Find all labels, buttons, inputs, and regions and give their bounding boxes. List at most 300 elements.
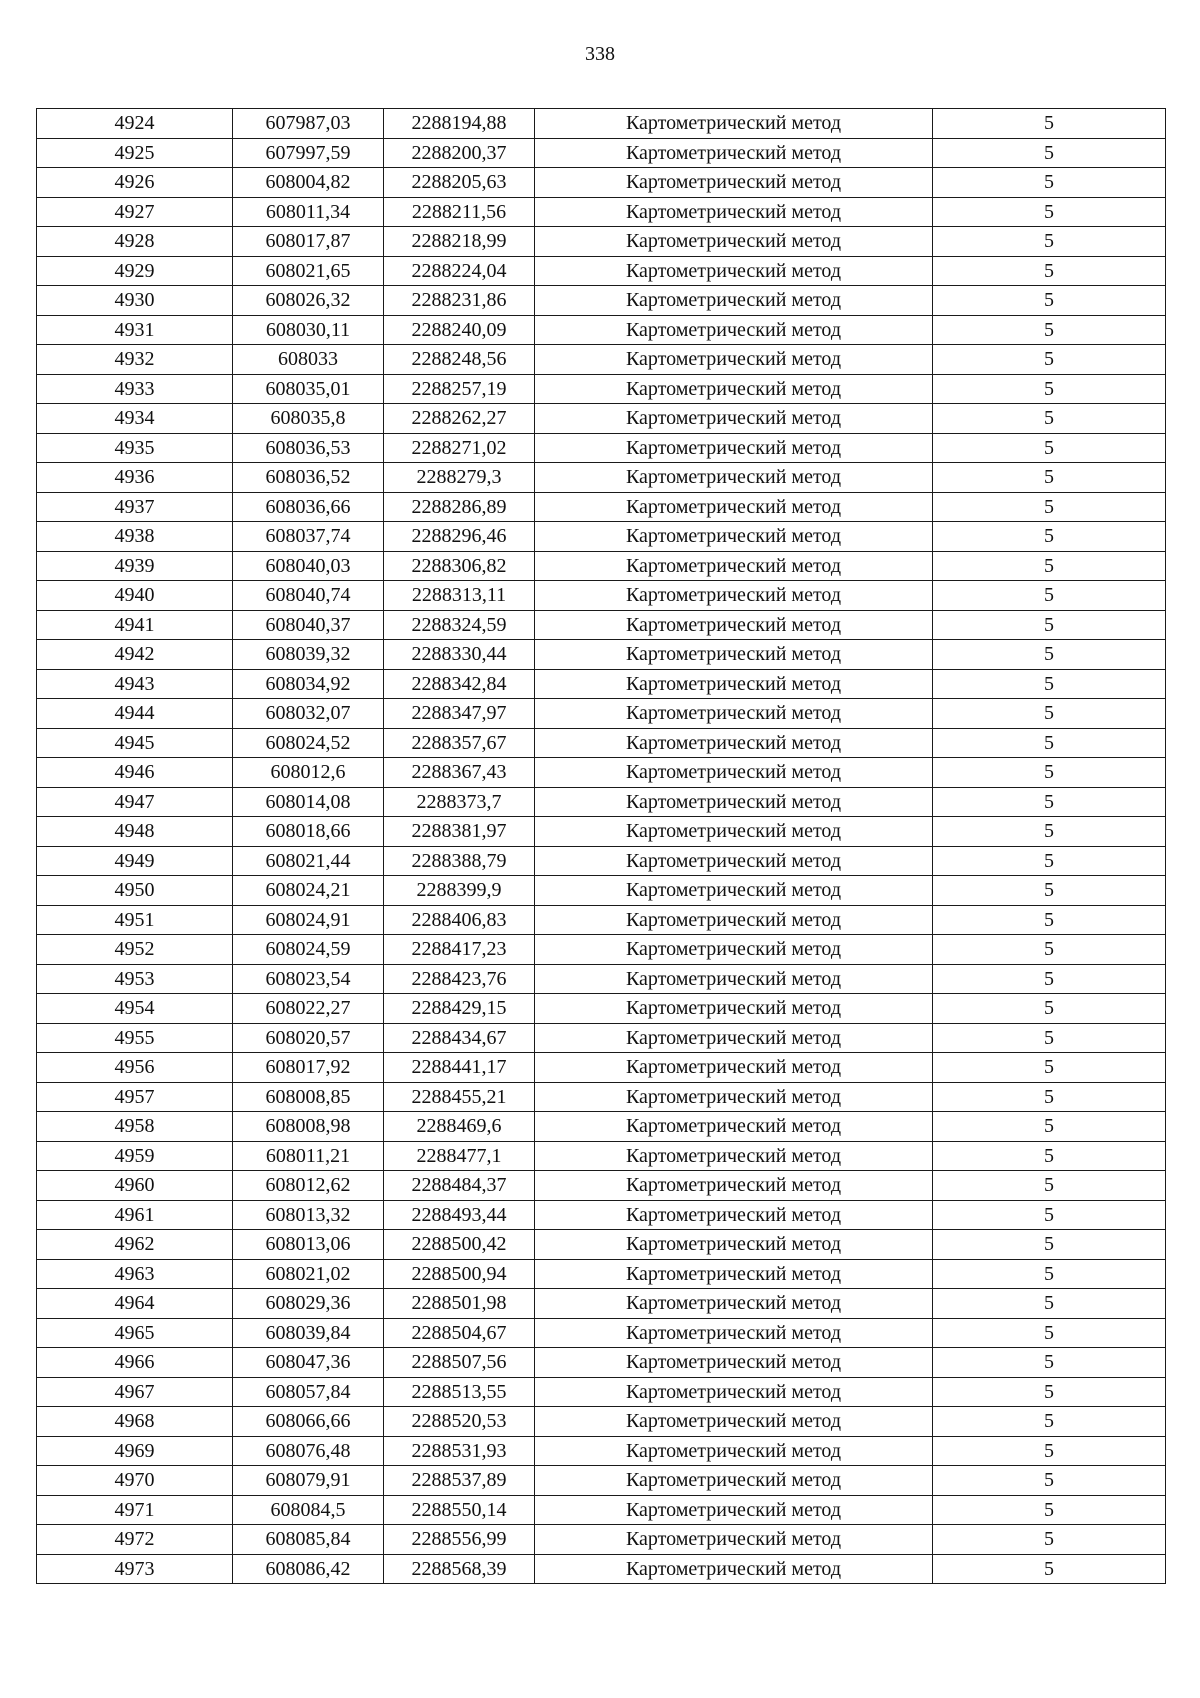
x-coordinate-cell: 608023,54 [233,964,384,994]
point-number-cell: 4968 [37,1407,233,1437]
point-number-cell: 4934 [37,404,233,434]
y-coordinate-cell: 2288477,1 [384,1141,535,1171]
accuracy-cell: 5 [933,1230,1166,1260]
x-coordinate-cell: 608030,11 [233,315,384,345]
table-row [37,876,1166,906]
table-row [37,905,1166,935]
point-number-cell: 4927 [37,197,233,227]
accuracy-cell: 5 [933,109,1166,139]
x-coordinate-cell: 608020,57 [233,1023,384,1053]
table-row [37,1082,1166,1112]
point-number-cell: 4961 [37,1200,233,1230]
y-coordinate-cell: 2288248,56 [384,345,535,375]
accuracy-cell: 5 [933,1495,1166,1525]
accuracy-cell: 5 [933,1554,1166,1584]
accuracy-cell: 5 [933,1466,1166,1496]
method-cell: Картометрический метод [535,610,933,640]
table-row [37,256,1166,286]
table-row [37,1053,1166,1083]
accuracy-cell: 5 [933,404,1166,434]
y-coordinate-cell: 2288271,02 [384,433,535,463]
x-coordinate-cell: 608047,36 [233,1348,384,1378]
y-coordinate-cell: 2288504,67 [384,1318,535,1348]
point-number-cell: 4963 [37,1259,233,1289]
method-cell: Картометрический метод [535,404,933,434]
table-row [37,1259,1166,1289]
table-row [37,1289,1166,1319]
accuracy-cell: 5 [933,846,1166,876]
method-cell: Картометрический метод [535,787,933,817]
accuracy-cell: 5 [933,905,1166,935]
method-cell: Картометрический метод [535,492,933,522]
y-coordinate-cell: 2288500,94 [384,1259,535,1289]
table-row [37,345,1166,375]
point-number-cell: 4926 [37,168,233,198]
point-number-cell: 4928 [37,227,233,257]
table-row [37,1407,1166,1437]
y-coordinate-cell: 2288286,89 [384,492,535,522]
table-row [37,994,1166,1024]
accuracy-cell: 5 [933,1348,1166,1378]
point-number-cell: 4965 [37,1318,233,1348]
table-row [37,138,1166,168]
method-cell: Картометрический метод [535,1171,933,1201]
method-cell: Картометрический метод [535,964,933,994]
point-number-cell: 4951 [37,905,233,935]
x-coordinate-cell: 608014,08 [233,787,384,817]
accuracy-cell: 5 [933,1377,1166,1407]
table-row [37,1525,1166,1555]
table-row [37,1348,1166,1378]
table-row [37,728,1166,758]
table-row [37,935,1166,965]
point-number-cell: 4931 [37,315,233,345]
method-cell: Картометрический метод [535,227,933,257]
y-coordinate-cell: 2288484,37 [384,1171,535,1201]
coordinates-table [36,108,1166,1584]
y-coordinate-cell: 2288357,67 [384,728,535,758]
table-row [37,669,1166,699]
table-row [37,1554,1166,1584]
method-cell: Картометрический метод [535,935,933,965]
method-cell: Картометрический метод [535,1023,933,1053]
accuracy-cell: 5 [933,1289,1166,1319]
x-coordinate-cell: 608017,92 [233,1053,384,1083]
point-number-cell: 4972 [37,1525,233,1555]
method-cell: Картометрический метод [535,728,933,758]
accuracy-cell: 5 [933,817,1166,847]
x-coordinate-cell: 608076,48 [233,1436,384,1466]
accuracy-cell: 5 [933,669,1166,699]
method-cell: Картометрический метод [535,581,933,611]
y-coordinate-cell: 2288224,04 [384,256,535,286]
table-row [37,1436,1166,1466]
y-coordinate-cell: 2288441,17 [384,1053,535,1083]
accuracy-cell: 5 [933,374,1166,404]
table-row [37,610,1166,640]
point-number-cell: 4930 [37,286,233,316]
y-coordinate-cell: 2288417,23 [384,935,535,965]
x-coordinate-cell: 608013,32 [233,1200,384,1230]
accuracy-cell: 5 [933,994,1166,1024]
method-cell: Картометрический метод [535,846,933,876]
point-number-cell: 4938 [37,522,233,552]
accuracy-cell: 5 [933,197,1166,227]
x-coordinate-cell: 608021,65 [233,256,384,286]
x-coordinate-cell: 608035,8 [233,404,384,434]
x-coordinate-cell: 608040,74 [233,581,384,611]
table-row [37,846,1166,876]
accuracy-cell: 5 [933,610,1166,640]
point-number-cell: 4940 [37,581,233,611]
x-coordinate-cell: 608084,5 [233,1495,384,1525]
y-coordinate-cell: 2288200,37 [384,138,535,168]
accuracy-cell: 5 [933,138,1166,168]
accuracy-cell: 5 [933,227,1166,257]
method-cell: Картометрический метод [535,551,933,581]
method-cell: Картометрический метод [535,758,933,788]
point-number-cell: 4925 [37,138,233,168]
y-coordinate-cell: 2288406,83 [384,905,535,935]
method-cell: Картометрический метод [535,286,933,316]
point-number-cell: 4957 [37,1082,233,1112]
point-number-cell: 4932 [37,345,233,375]
accuracy-cell: 5 [933,522,1166,552]
accuracy-cell: 5 [933,1171,1166,1201]
y-coordinate-cell: 2288240,09 [384,315,535,345]
point-number-cell: 4973 [37,1554,233,1584]
y-coordinate-cell: 2288434,67 [384,1023,535,1053]
accuracy-cell: 5 [933,964,1166,994]
accuracy-cell: 5 [933,1407,1166,1437]
table-row [37,1200,1166,1230]
method-cell: Картометрический метод [535,168,933,198]
method-cell: Картометрический метод [535,699,933,729]
x-coordinate-cell: 608029,36 [233,1289,384,1319]
point-number-cell: 4935 [37,433,233,463]
point-number-cell: 4959 [37,1141,233,1171]
point-number-cell: 4955 [37,1023,233,1053]
point-number-cell: 4924 [37,109,233,139]
table-row [37,315,1166,345]
y-coordinate-cell: 2288520,53 [384,1407,535,1437]
method-cell: Картометрический метод [535,1495,933,1525]
table-row [37,374,1166,404]
x-coordinate-cell: 608008,85 [233,1082,384,1112]
method-cell: Картометрический метод [535,315,933,345]
y-coordinate-cell: 2288347,97 [384,699,535,729]
y-coordinate-cell: 2288507,56 [384,1348,535,1378]
method-cell: Картометрический метод [535,1200,933,1230]
table-row [37,1318,1166,1348]
table-row [37,109,1166,139]
y-coordinate-cell: 2288205,63 [384,168,535,198]
y-coordinate-cell: 2288373,7 [384,787,535,817]
accuracy-cell: 5 [933,345,1166,375]
point-number-cell: 4933 [37,374,233,404]
method-cell: Картометрический метод [535,256,933,286]
method-cell: Картометрический метод [535,1141,933,1171]
table-row [37,1112,1166,1142]
x-coordinate-cell: 608066,66 [233,1407,384,1437]
x-coordinate-cell: 608024,91 [233,905,384,935]
y-coordinate-cell: 2288455,21 [384,1082,535,1112]
x-coordinate-cell: 608013,06 [233,1230,384,1260]
point-number-cell: 4966 [37,1348,233,1378]
table-row [37,581,1166,611]
y-coordinate-cell: 2288531,93 [384,1436,535,1466]
point-number-cell: 4929 [37,256,233,286]
accuracy-cell: 5 [933,1082,1166,1112]
x-coordinate-cell: 608021,02 [233,1259,384,1289]
table-row [37,227,1166,257]
method-cell: Картометрический метод [535,1407,933,1437]
x-coordinate-cell: 607997,59 [233,138,384,168]
x-coordinate-cell: 608040,37 [233,610,384,640]
table-row [37,286,1166,316]
y-coordinate-cell: 2288537,89 [384,1466,535,1496]
point-number-cell: 4943 [37,669,233,699]
method-cell: Картометрический метод [535,1525,933,1555]
y-coordinate-cell: 2288399,9 [384,876,535,906]
accuracy-cell: 5 [933,256,1166,286]
table-row [37,964,1166,994]
x-coordinate-cell: 608022,27 [233,994,384,1024]
accuracy-cell: 5 [933,935,1166,965]
method-cell: Картометрический метод [535,463,933,493]
x-coordinate-cell: 607987,03 [233,109,384,139]
accuracy-cell: 5 [933,492,1166,522]
y-coordinate-cell: 2288313,11 [384,581,535,611]
table-row [37,1230,1166,1260]
table-row [37,1171,1166,1201]
accuracy-cell: 5 [933,1112,1166,1142]
accuracy-cell: 5 [933,1525,1166,1555]
point-number-cell: 4942 [37,640,233,670]
table-row [37,168,1166,198]
x-coordinate-cell: 608024,52 [233,728,384,758]
point-number-cell: 4960 [37,1171,233,1201]
y-coordinate-cell: 2288296,46 [384,522,535,552]
y-coordinate-cell: 2288469,6 [384,1112,535,1142]
method-cell: Картометрический метод [535,345,933,375]
method-cell: Картометрический метод [535,1318,933,1348]
point-number-cell: 4958 [37,1112,233,1142]
x-coordinate-cell: 608011,34 [233,197,384,227]
accuracy-cell: 5 [933,787,1166,817]
point-number-cell: 4936 [37,463,233,493]
method-cell: Картометрический метод [535,109,933,139]
table-row [37,758,1166,788]
method-cell: Картометрический метод [535,138,933,168]
table-row [37,492,1166,522]
method-cell: Картометрический метод [535,876,933,906]
x-coordinate-cell: 608004,82 [233,168,384,198]
accuracy-cell: 5 [933,463,1166,493]
y-coordinate-cell: 2288257,19 [384,374,535,404]
x-coordinate-cell: 608033 [233,345,384,375]
table-row [37,551,1166,581]
y-coordinate-cell: 2288500,42 [384,1230,535,1260]
y-coordinate-cell: 2288513,55 [384,1377,535,1407]
point-number-cell: 4967 [37,1377,233,1407]
y-coordinate-cell: 2288493,44 [384,1200,535,1230]
point-number-cell: 4945 [37,728,233,758]
point-number-cell: 4946 [37,758,233,788]
y-coordinate-cell: 2288367,43 [384,758,535,788]
accuracy-cell: 5 [933,168,1166,198]
accuracy-cell: 5 [933,433,1166,463]
table-row [37,787,1166,817]
x-coordinate-cell: 608026,32 [233,286,384,316]
y-coordinate-cell: 2288550,14 [384,1495,535,1525]
method-cell: Картометрический метод [535,1112,933,1142]
x-coordinate-cell: 608017,87 [233,227,384,257]
accuracy-cell: 5 [933,551,1166,581]
table-row [37,1377,1166,1407]
method-cell: Картометрический метод [535,817,933,847]
method-cell: Картометрический метод [535,994,933,1024]
accuracy-cell: 5 [933,315,1166,345]
y-coordinate-cell: 2288423,76 [384,964,535,994]
table-row [37,699,1166,729]
y-coordinate-cell: 2288306,82 [384,551,535,581]
point-number-cell: 4952 [37,935,233,965]
y-coordinate-cell: 2288231,86 [384,286,535,316]
accuracy-cell: 5 [933,1318,1166,1348]
table-row [37,433,1166,463]
x-coordinate-cell: 608039,84 [233,1318,384,1348]
table-row [37,522,1166,552]
accuracy-cell: 5 [933,758,1166,788]
point-number-cell: 4971 [37,1495,233,1525]
table-row [37,197,1166,227]
method-cell: Картометрический метод [535,1289,933,1319]
accuracy-cell: 5 [933,1053,1166,1083]
x-coordinate-cell: 608008,98 [233,1112,384,1142]
x-coordinate-cell: 608037,74 [233,522,384,552]
table-row [37,1023,1166,1053]
x-coordinate-cell: 608036,52 [233,463,384,493]
accuracy-cell: 5 [933,1200,1166,1230]
point-number-cell: 4964 [37,1289,233,1319]
point-number-cell: 4949 [37,846,233,876]
x-coordinate-cell: 608012,6 [233,758,384,788]
method-cell: Картометрический метод [535,1554,933,1584]
table-row [37,404,1166,434]
x-coordinate-cell: 608040,03 [233,551,384,581]
accuracy-cell: 5 [933,581,1166,611]
method-cell: Картометрический метод [535,433,933,463]
point-number-cell: 4937 [37,492,233,522]
x-coordinate-cell: 608018,66 [233,817,384,847]
y-coordinate-cell: 2288501,98 [384,1289,535,1319]
point-number-cell: 4970 [37,1466,233,1496]
point-number-cell: 4941 [37,610,233,640]
accuracy-cell: 5 [933,286,1166,316]
point-number-cell: 4962 [37,1230,233,1260]
accuracy-cell: 5 [933,699,1166,729]
y-coordinate-cell: 2288218,99 [384,227,535,257]
x-coordinate-cell: 608039,32 [233,640,384,670]
point-number-cell: 4939 [37,551,233,581]
accuracy-cell: 5 [933,1023,1166,1053]
x-coordinate-cell: 608079,91 [233,1466,384,1496]
coordinates-table-body [37,109,1166,1584]
y-coordinate-cell: 2288262,27 [384,404,535,434]
method-cell: Картометрический метод [535,522,933,552]
accuracy-cell: 5 [933,1141,1166,1171]
table-row [37,817,1166,847]
x-coordinate-cell: 608024,59 [233,935,384,965]
y-coordinate-cell: 2288556,99 [384,1525,535,1555]
x-coordinate-cell: 608085,84 [233,1525,384,1555]
table-row [37,1466,1166,1496]
accuracy-cell: 5 [933,728,1166,758]
y-coordinate-cell: 2288330,44 [384,640,535,670]
method-cell: Картометрический метод [535,374,933,404]
point-number-cell: 4947 [37,787,233,817]
accuracy-cell: 5 [933,1259,1166,1289]
method-cell: Картометрический метод [535,1436,933,1466]
y-coordinate-cell: 2288342,84 [384,669,535,699]
y-coordinate-cell: 2288194,88 [384,109,535,139]
x-coordinate-cell: 608034,92 [233,669,384,699]
method-cell: Картометрический метод [535,1377,933,1407]
accuracy-cell: 5 [933,640,1166,670]
y-coordinate-cell: 2288324,59 [384,610,535,640]
x-coordinate-cell: 608036,66 [233,492,384,522]
point-number-cell: 4969 [37,1436,233,1466]
method-cell: Картометрический метод [535,1259,933,1289]
point-number-cell: 4950 [37,876,233,906]
table-row [37,463,1166,493]
x-coordinate-cell: 608036,53 [233,433,384,463]
x-coordinate-cell: 608057,84 [233,1377,384,1407]
point-number-cell: 4956 [37,1053,233,1083]
method-cell: Картометрический метод [535,1053,933,1083]
method-cell: Картометрический метод [535,640,933,670]
method-cell: Картометрический метод [535,197,933,227]
y-coordinate-cell: 2288279,3 [384,463,535,493]
page-number: 338 [585,43,615,65]
x-coordinate-cell: 608086,42 [233,1554,384,1584]
y-coordinate-cell: 2288211,56 [384,197,535,227]
method-cell: Картометрический метод [535,1466,933,1496]
method-cell: Картометрический метод [535,1348,933,1378]
method-cell: Картометрический метод [535,669,933,699]
point-number-cell: 4953 [37,964,233,994]
point-number-cell: 4954 [37,994,233,1024]
x-coordinate-cell: 608012,62 [233,1171,384,1201]
x-coordinate-cell: 608021,44 [233,846,384,876]
x-coordinate-cell: 608035,01 [233,374,384,404]
accuracy-cell: 5 [933,1436,1166,1466]
point-number-cell: 4944 [37,699,233,729]
y-coordinate-cell: 2288388,79 [384,846,535,876]
point-number-cell: 4948 [37,817,233,847]
method-cell: Картометрический метод [535,1082,933,1112]
table-row [37,1495,1166,1525]
method-cell: Картометрический метод [535,905,933,935]
method-cell: Картометрический метод [535,1230,933,1260]
x-coordinate-cell: 608032,07 [233,699,384,729]
x-coordinate-cell: 608024,21 [233,876,384,906]
table-row [37,1141,1166,1171]
y-coordinate-cell: 2288568,39 [384,1554,535,1584]
table-row [37,640,1166,670]
x-coordinate-cell: 608011,21 [233,1141,384,1171]
